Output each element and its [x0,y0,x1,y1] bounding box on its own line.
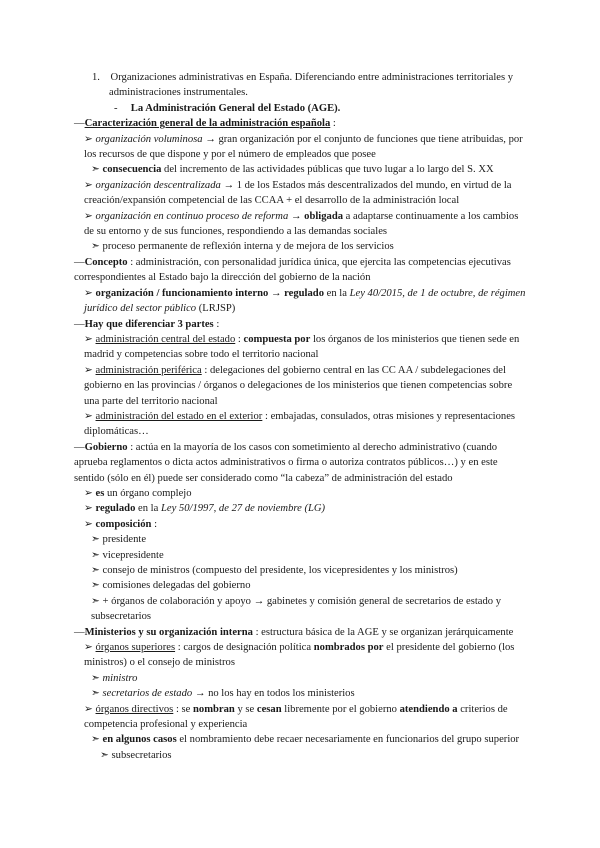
note-text: atendiendo a [399,703,458,715]
note-text: ➢ [84,410,96,422]
note-text: : se [173,703,194,715]
subheading-dash: - [114,102,118,114]
note-text: criterios de competencia profesional y experiencia [84,703,508,731]
note-line [74,594,529,625]
note-text: — [74,118,85,130]
note-text: ➢ [84,503,96,515]
note-text: administración del estado en el exterior [95,410,263,422]
note-text: los órganos de los ministerios que tienen sede en madrid y competencias sobre todo el territorio nacional [84,333,520,361]
note-line [74,517,529,532]
note-text: ➣ comisiones delegadas del gobierno [91,580,251,592]
note-text: obligada [304,210,344,222]
note-text: : [330,118,336,130]
note-line [74,116,529,131]
note-text: el presidente del gobierno (los ministros) o el consejo de ministros [84,642,515,669]
note-line [74,748,529,763]
note-text: ➢ [84,133,96,145]
note-text: ➢ [84,703,96,715]
note-line [74,286,529,317]
note-text: ➣ + órganos de colaboración y apoyo → gabinetes y comisión general de secretarios de estado y subsecretarios [91,595,502,623]
note-line [74,239,529,254]
note-line [74,317,529,332]
note-text: ➢ [84,333,96,345]
note-line [74,501,529,516]
note-text: ➣ [91,672,103,684]
note-text: ➢ [84,487,96,499]
note-text: consecuencia [102,164,162,176]
note-text: cesan [256,703,282,715]
note-line [74,209,529,240]
note-text: : [213,318,220,330]
note-text: nombran [193,703,235,715]
note-text: administración periférica [95,364,202,376]
note-text: : estructura básica de la AGE y se organizan jerárquicamente [252,626,514,638]
note-text: ➣ proceso permanente de reflexión interna y de mejora de los servicios [91,241,394,253]
note-line [74,332,529,363]
note-text: en la [324,287,350,299]
note-text: Ley 40/2015, de 1 de octubre, de régimen jurídico del sector público [84,287,526,315]
note-text: secretarios de estado [102,688,193,700]
note-text: : [151,518,158,530]
note-text: : delegaciones del gobierno central en las CC AA / subdelegaciones del gobierno en las provincias / órganos o delegaciones de los ministerios que tienen competencias sobre una parte del territorio nacional [84,364,513,407]
note-text: : [235,333,244,345]
note-text: ➣ vicepresidente [91,549,164,561]
note-line [74,255,529,286]
note-line [74,671,529,686]
note-text: Caracterización general de la administración española [84,118,331,130]
notes-list [74,116,529,763]
note-text: es [95,487,105,499]
note-text: : actúa en la mayoría de los casos con sometimiento al derecho administrativo (cuando aprueba reglamentos o dicta actos administrativos o firma o autoriza contratos públicos…) y en este sentido (sólo en él) puede ser considerado como “la cabeza” de administración del estado [74,441,498,484]
note-text: ➢ [84,518,96,530]
note-text: — [74,318,85,330]
note-text: : embajadas, consulados, otras misiones y representaciones diplomáticas… [84,410,516,438]
note-text: ➣ consejo de ministros (compuesto del presidente, los vicepresidentes y los ministros) [91,565,458,576]
note-line [74,363,529,409]
note-text: en la [135,503,161,515]
note-text: ➢ [84,179,96,191]
note-text: : administración, con personalidad jurídica única, que ejercita las competencias ejecutivas correspondientes al Estado bajo la dirección del gobierno de la nación [74,256,511,284]
note-text: Ministerios y su organización interna [84,626,253,638]
note-text: → gran organización por el conjunto de funciones que tiene atribuidas, por los recursos de que dispone y por el número de empleados que posee [84,133,523,161]
note-text: a adaptarse continuamente a los cambios de su entorno y de sus funciones, respondiendo a las demandas sociales [84,210,519,238]
note-text: → 1 de los Estados más descentralizados del mundo, en virtud de la creación/expansión competencial de las CCAA + el desarrollo de la administración local [84,179,512,207]
note-text: organización descentralizada [95,179,221,191]
note-line [74,548,529,563]
note-text: ➣ subsecretarios [100,749,172,761]
note-text: organización / funcionamiento interno → regulado [95,287,324,299]
note-text: → no los hay en todos los ministerios [192,688,355,700]
note-line [74,563,529,578]
note-line [74,640,529,671]
document-body [74,70,529,763]
note-text: el nombramiento debe recaer necesariamente en funcionarios del grupo superior [176,734,520,746]
note-text: órganos superiores [95,642,176,654]
note-line [74,532,529,547]
note-line [74,178,529,209]
subsection-heading [74,101,529,116]
note-text: — [74,256,85,268]
note-line [74,732,529,747]
note-text: organización en continuo proceso de reforma [95,210,289,222]
note-line [74,578,529,593]
note-text: : cargos de designación política [175,642,314,654]
note-text: un órgano complejo [104,487,192,499]
note-text: → [288,210,305,222]
note-text: del incremento de las actividades públicas que tuvo lugar a lo largo del S. XX [161,164,494,176]
note-text: en algunos casos [102,734,177,746]
note-text: ➢ [84,210,96,222]
note-text: regulado [95,503,136,515]
heading-text: Organizaciones administrativas en España. Diferenciando entre administraciones territoriales y administraciones instrumentales. [109,72,514,99]
note-text: — [74,626,85,638]
note-text: organización voluminosa [95,133,203,145]
note-text: ➣ presidente [91,534,147,546]
note-text: Gobierno [84,441,128,453]
note-text: ➣ [91,164,103,176]
note-text: nombrados por [313,642,384,654]
note-text: compuesta por [243,333,311,345]
note-line [74,625,529,640]
note-line [74,440,529,486]
note-text: composición [95,518,152,530]
note-text: Concepto [84,256,128,268]
note-text: ministro [102,672,138,684]
note-text: — [74,441,85,453]
note-text: y se [234,703,257,715]
note-text: Hay que diferenciar 3 partes [84,318,214,330]
note-line [74,686,529,701]
note-line [74,486,529,501]
note-text: libremente por el gobierno [281,703,400,715]
subheading-text: La Administración General del Estado (AGE). [130,102,341,114]
note-text: ➣ [91,688,103,700]
note-text: ➢ [84,642,96,654]
note-line [74,409,529,440]
note-text: Ley 50/1997, de 27 de noviembre (LG) [160,503,326,515]
note-line [74,162,529,177]
note-line [74,132,529,163]
note-line [74,702,529,733]
note-text: ➢ [84,287,96,299]
note-text: ➢ [84,364,96,376]
note-text: órganos directivos [95,703,174,715]
note-text: (LRJSP) [196,303,236,315]
section-heading [74,70,529,101]
note-text: ➣ [91,734,103,746]
heading-number: 1. [92,72,100,83]
note-text: administración central del estado [95,333,236,345]
